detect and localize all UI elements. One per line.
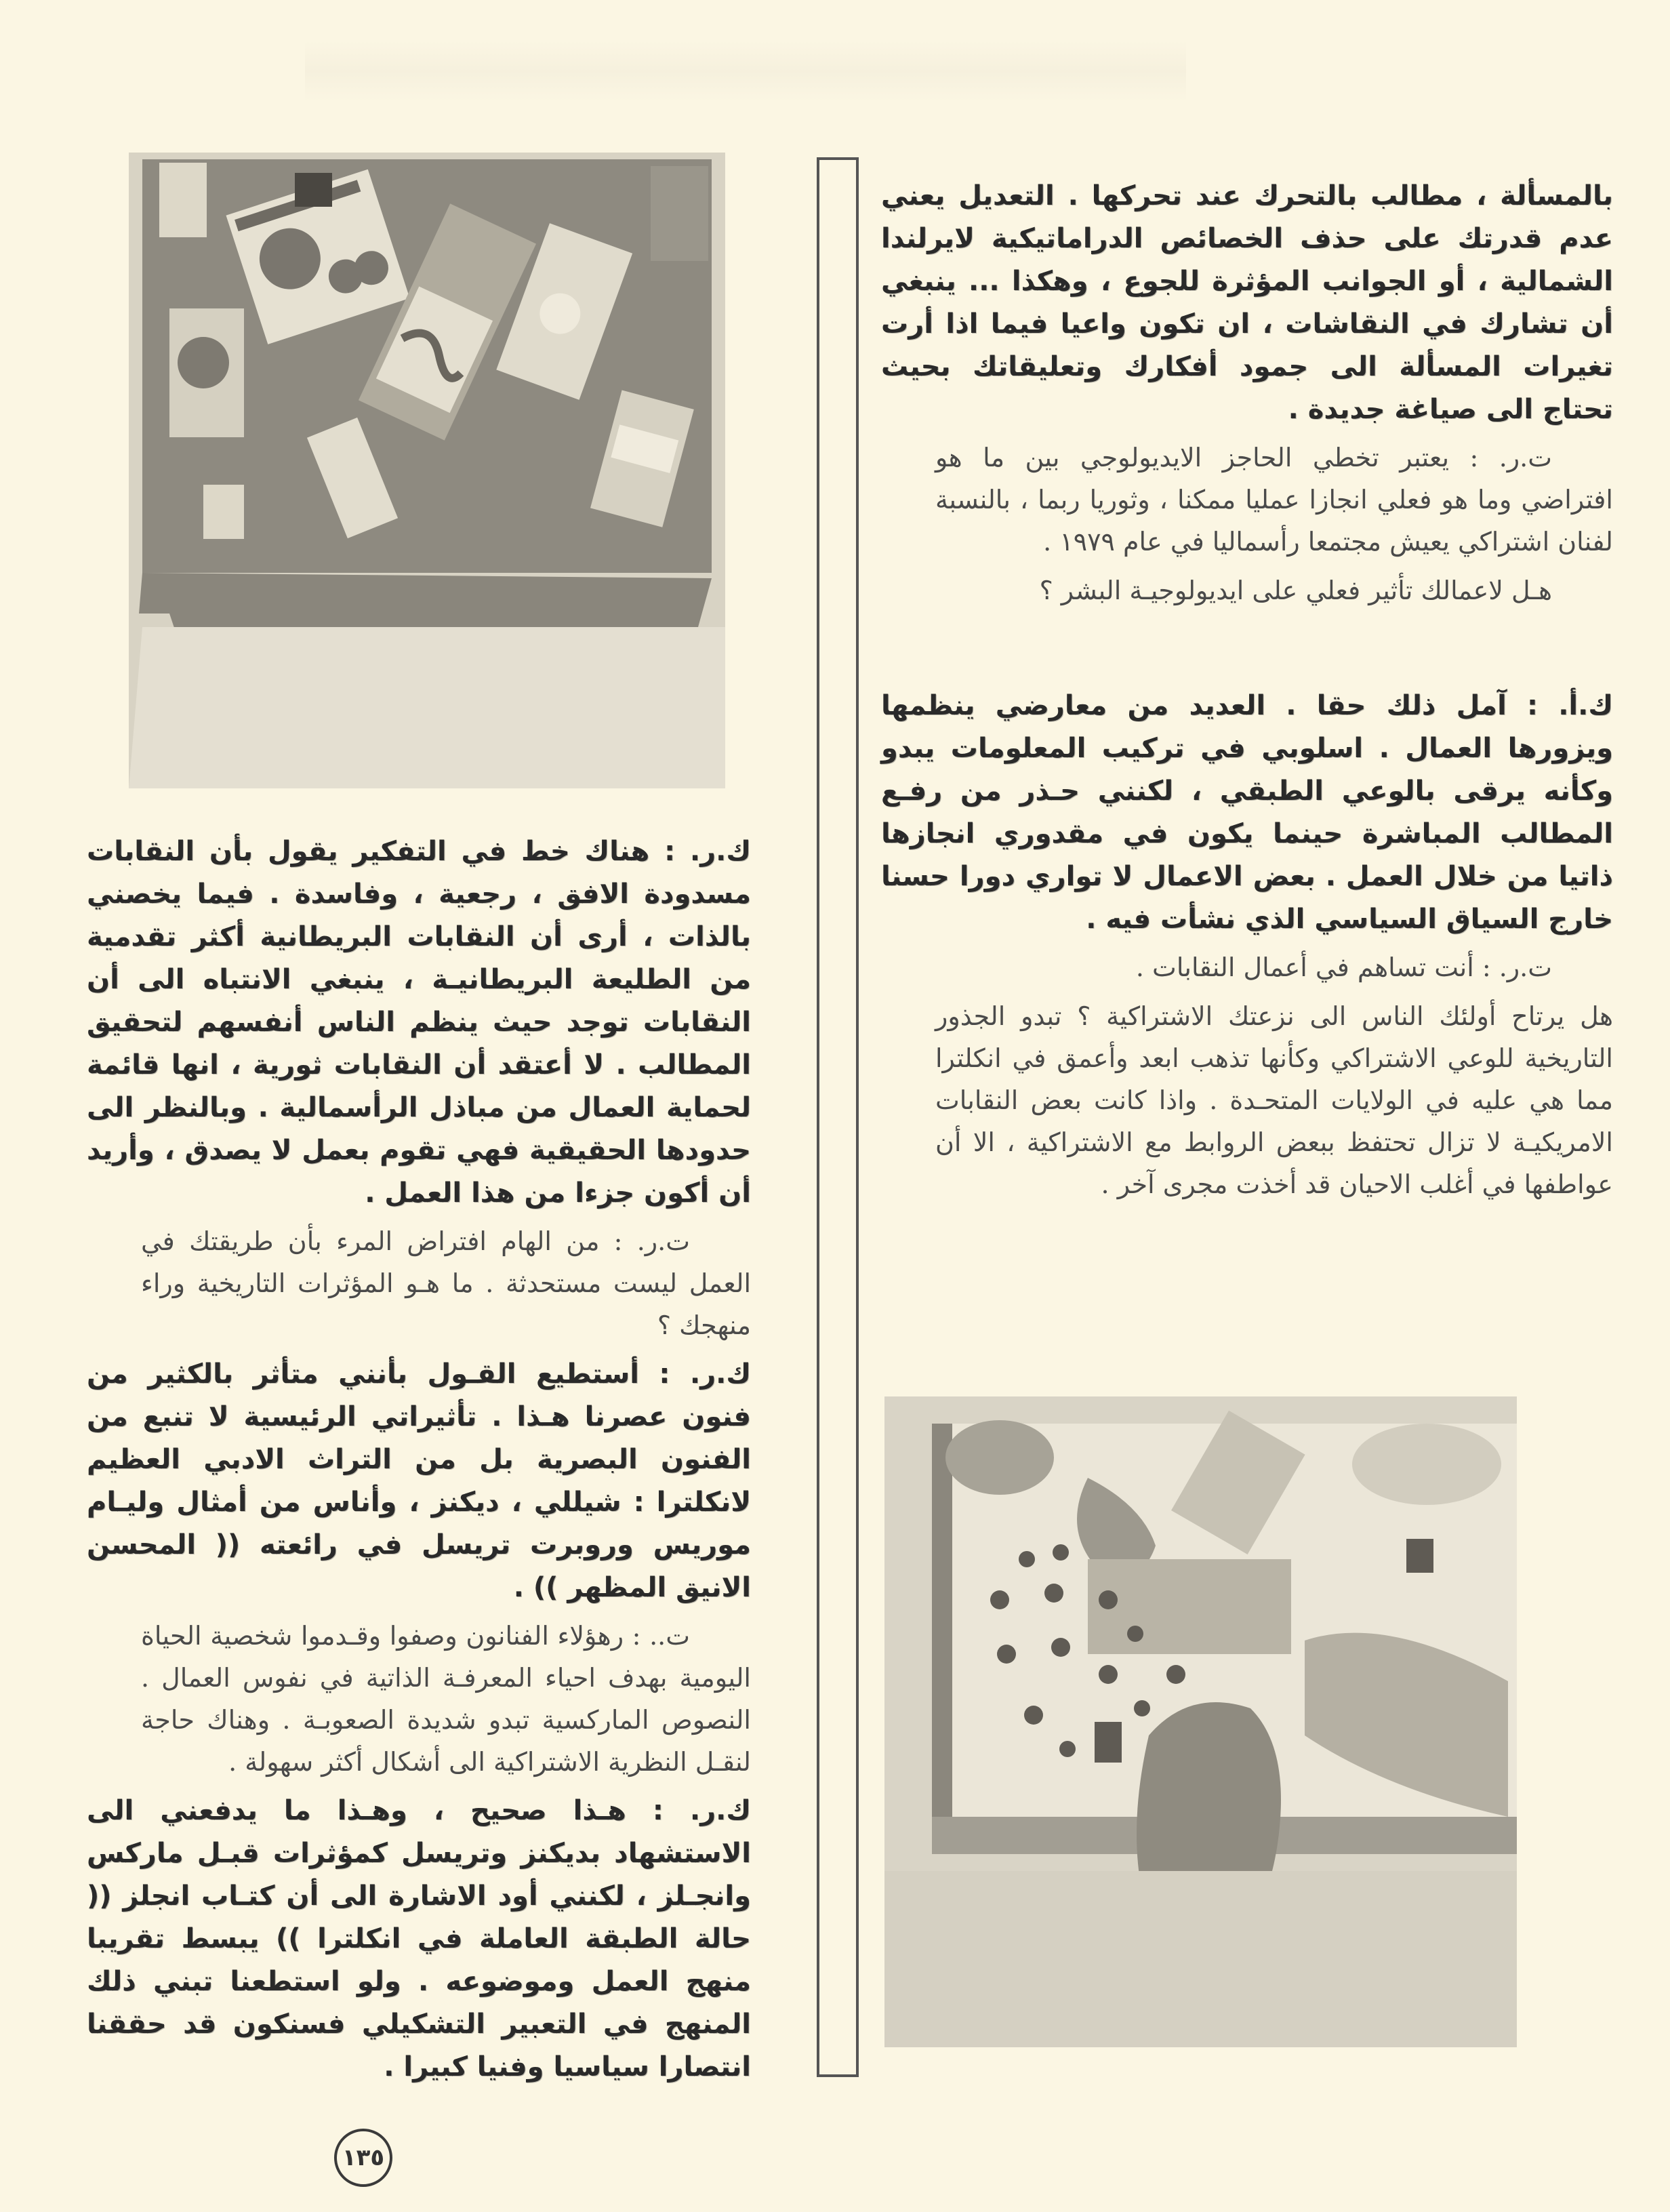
show-through-header	[305, 41, 1186, 102]
answer-paragraph: ك.ر. : أستطيع القـول بأنني متأثر بالكثير من فنون عصرنا هـذا . تأثيراتي الرئيسية لا تنبع من الفنون البصرية بل من التراث الادبي العظيم لانكلترا : شيللي ، ديكنز ، وأناس من أمثال وليـام موريس وروبرت تريسل في رائعته (( المحسن الانيق المظهر )) .	[87, 1359, 751, 1603]
question-paragraph: ت.. : رهؤلاء الفنانون وصفوا وقـدموا شخصية الحياة اليومية بهدف احياء المعرفـة الذاتية في نفوس العمال . النصوص الماركسية تبدو شديدة الصعوبـة . وهناك حاجة لنقـل النظرية الاشتراكية الى أشكال أكثر سهولة .	[141, 1621, 751, 1777]
right-column-lower	[881, 685, 1613, 1212]
framed-artwork-illustration	[884, 1396, 1517, 2047]
artwork-photo-bottom-right	[884, 1396, 1517, 2047]
answer-paragraph: ك.ر. : هـذا صحيح ، وهـذا ما يدفعني الى الاستشهاد بديكنز وتريسل كمؤثرات قبـل ماركس وانجـلز ، لكنني أود الاشارة الى أن كتـاب انجلز (( حالة الطبقة العاملة في انكلترا )) يبسط تقريبا منهج العمل وموضوعه . ولو استطعنا تبني ذلك المنهج في التعبير التشكيلي فسنكون قد حققنا انتصارا سياسيا وفنيا كبيرا .	[87, 1795, 751, 2083]
page-number-badge	[334, 2129, 392, 2187]
collage-photo-top-left	[129, 153, 725, 788]
right-column-upper	[881, 175, 1613, 618]
answer-paragraph: بالمسألة ، مطالب بالتحرك عند تحركها . التعديل يعني عدم قدرتك على حذف الخصائص الدراماتيكية لايرلندا الشمالية ، أو الجوانب المؤثرة للجوع ، وهكذا ... ينبغي أن تشارك في النقاشات ، ان تكون واعيا فيما اذا أرت تغيرات المسألة الى جمود أفكارك وتعليقاتك بحيث تحتاج الى صياغة جديدة .	[881, 180, 1613, 425]
question-paragraph: هـل لاعمالك تأثير فعلي على ايديولوجيـة البشر ؟	[1039, 576, 1552, 605]
question-paragraph: هل يرتاح أولئك الناس الى نزعتك الاشتراكية ؟ تبدو الجذور التاريخية للوعي الاشتراكي وكأنها تذهب ابعد وأعمق في انكلترا مما هي عليه في الولايات المتحـدة . واذا كانت بعض النقابات الامريكيـة لا تزال تحتفظ ببعض الروابط مع الاشتراكية ، الا أن عواطفها في أغلب الاحيان قد أخذت مجرى آخر .	[935, 1001, 1613, 1199]
answer-paragraph: ك.ر. : هناك خط في التفكير يقول بأن النقابات مسدودة الافق ، رجعية ، وفاسدة . فيما يخصني بالذات ، أرى أن النقابات البريطانية أكثر تقدمية من الطليعة البريطانيـة ، ينبغي الانتباه الى أن النقابات توجد حيث ينظم الناس أنفسهم لتحقيق المطالب . لا أعتقد أن النقابات ثورية ، انها قائمة لحماية العمال من مباذل الرأسمالية . وبالنظر الى حدودها الحقيقية فهي تقوم بعمل لا يصدق ، وأريد أن أكون جزءا من هذا العمل .	[87, 836, 751, 1209]
column-divider-box	[817, 157, 859, 2077]
page-number-text: ١٣٥	[342, 2144, 385, 2171]
left-column	[87, 830, 751, 2089]
question-paragraph: ت.ر. : يعتبر تخطي الحاجز الايديولوجي بين ما هو افتراضي وما هو فعلي انجازا عمليا ممكنا ، وثوريا ربما ، بالنسبة لفنان اشتراكي يعيش مجتمعا رأسماليا في عام ١٩٧٩ .	[935, 443, 1613, 557]
collage-artwork-illustration	[129, 153, 725, 788]
answer-paragraph: ك.أ. : آمل ذلك حقا . العديد من معارضي ينظمها ويزورها العمال . اسلوبي في تركيب المعلومات يبدو وكأنه يرقى بالوعي الطبقي ، لكنني حـذر من رفـع المطالب المباشرة حينما يكون في مقدوري انجازها ذاتيا من خلال العمل . بعض الاعمال لا تواري دورا حسنا خارج السياق السياسي الذي نشأت فيه .	[881, 690, 1613, 935]
question-paragraph: ت.ر. : أنت تساهم في أعمال النقابات .	[1135, 952, 1552, 982]
question-paragraph: ت.ر. : من الهام افتراض المرء بأن طريقتك في العمل ليست مستحدثة . ما هـو المؤثرات التاريخية وراء منهجك ؟	[141, 1226, 751, 1340]
